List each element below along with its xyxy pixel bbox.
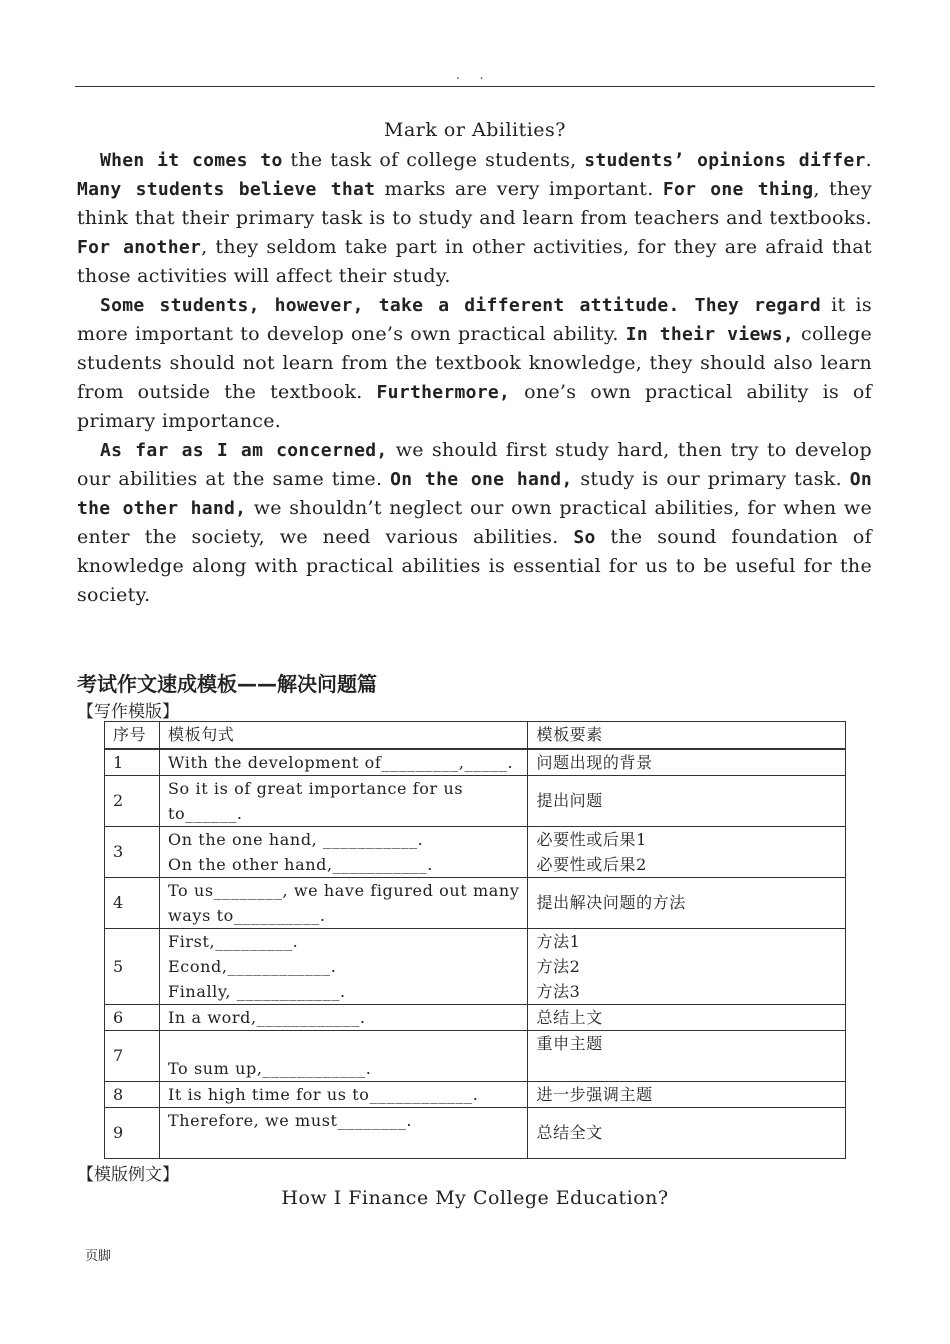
essay-text: college students should not learn from the textbook knowledge, they should also learn from outside the textbook.: [77, 323, 872, 403]
essay-keyword: For one thing: [662, 179, 814, 200]
element-line: 总结全文: [536, 1123, 603, 1142]
essay-keyword: Some students, however, take a different attitude. They regard: [100, 295, 821, 316]
sentence-line: Econd,____________.: [168, 956, 337, 976]
header-dots: . .: [456, 68, 492, 82]
sentence-line: [168, 1133, 519, 1158]
table-row: [105, 775, 846, 826]
table-row: [105, 826, 846, 877]
essay-text: study is our primary task.: [572, 468, 850, 490]
essay-paragraph: [77, 436, 872, 610]
element-line: 必要性或后果2: [536, 854, 647, 874]
table-row: [105, 1030, 846, 1081]
row-number: 6: [105, 1004, 160, 1030]
header-cell-sentence: 模板句式: [160, 722, 528, 749]
table-row: [105, 877, 846, 928]
template-sentence: [160, 928, 528, 1004]
row-number: 7: [105, 1030, 160, 1081]
element-line: 提出问题: [536, 791, 603, 810]
row-number: 9: [105, 1107, 160, 1158]
essay-keyword: On the one hand,: [390, 469, 573, 490]
template-sentence: [160, 1107, 528, 1158]
element-line: 方法3: [536, 981, 581, 1001]
template-element: [528, 749, 846, 776]
sentence-line: Therefore, we must________.: [168, 1110, 413, 1130]
sentence-line: On the one hand, ___________.: [168, 829, 424, 849]
template-sentence: [160, 775, 528, 826]
template-element: [528, 877, 846, 928]
table-row: [105, 1081, 846, 1107]
header-rule: [75, 86, 875, 87]
essay-title: Mark or Abilities?: [384, 119, 566, 141]
element-line: 提出解决问题的方法: [536, 893, 686, 912]
sentence-line: [168, 1031, 519, 1056]
template-element: [528, 826, 846, 877]
template-sentence: [160, 749, 528, 776]
sentence-line: Finally, ____________.: [168, 981, 346, 1001]
element-line: 重申主题: [536, 1033, 603, 1053]
essay-keyword: On the other hand,: [77, 469, 872, 519]
essay-keyword: As far as I am concerned,: [100, 440, 388, 461]
element-line: 方法1: [536, 931, 581, 951]
element-line: 方法2: [536, 956, 581, 976]
template-element: [528, 775, 846, 826]
sentence-line: ways to__________.: [168, 905, 326, 925]
header-cell-element: 模板要素: [528, 722, 846, 749]
element-line: [536, 1056, 837, 1081]
sentence-line: to______.: [168, 803, 243, 823]
template-element: [528, 1081, 846, 1107]
row-number: 5: [105, 928, 160, 1004]
essay-text: we shouldn’t neglect our own practical abilities, for when we enter the society, we need various abilities.: [77, 497, 873, 548]
template-sentence: [160, 1081, 528, 1107]
essay-text: we should first study hard, then try to develop our abilities at the same time.: [77, 439, 872, 490]
sentence-line: It is high time for us to____________.: [168, 1084, 479, 1104]
template-sentence: [160, 826, 528, 877]
template-sentence: [160, 1004, 528, 1030]
essay-keyword: Many students believe that: [77, 179, 376, 200]
element-line: 总结上文: [536, 1007, 603, 1027]
template-sentence: [160, 877, 528, 928]
essay-keyword: students’ opinions differ: [584, 150, 866, 171]
template-element: [528, 1107, 846, 1158]
sentence-line: So it is of great importance for us: [168, 778, 464, 798]
essay-text: one’s own practical ability is of primary importance.: [77, 381, 872, 432]
row-number: 2: [105, 775, 160, 826]
table-row: [105, 749, 846, 776]
table-header-row: [105, 722, 846, 749]
sentence-line: With the development of_________,_____.: [168, 752, 514, 772]
essay-keyword: Furthermore,: [376, 382, 511, 403]
table-row: [105, 1107, 846, 1158]
sentence-line: First,_________.: [168, 931, 299, 951]
essay-keyword: So: [573, 527, 596, 548]
row-number: 8: [105, 1081, 160, 1107]
sentence-line: On the other hand,___________.: [168, 854, 433, 874]
sentence-line: In a word,____________.: [168, 1007, 366, 1027]
sentence-line: To sum up,____________.: [168, 1058, 372, 1078]
template-sentence: [160, 1030, 528, 1081]
essay-keyword: When it comes to: [100, 150, 283, 171]
section-heading: 考试作文速成模板——解决问题篇: [77, 672, 377, 696]
example-title: How I Finance My College Education?: [281, 1187, 669, 1209]
template-label: 【写作模版】: [77, 702, 179, 722]
row-number: 1: [105, 749, 160, 776]
template-table: [104, 721, 846, 1159]
table-row: [105, 928, 846, 1004]
row-number: 3: [105, 826, 160, 877]
element-line: 问题出现的背景: [536, 752, 653, 772]
template-element: [528, 928, 846, 1004]
element-line: 必要性或后果1: [536, 829, 647, 849]
row-number: 4: [105, 877, 160, 928]
page-footer: 页脚: [85, 1249, 112, 1264]
essay-body: [77, 146, 872, 610]
essay-paragraph: [77, 291, 872, 436]
essay-text: .: [865, 149, 872, 171]
header-cell-number: 序号: [105, 722, 160, 749]
element-line: 进一步强调主题: [536, 1084, 653, 1104]
essay-keyword: In their views,: [625, 324, 795, 345]
example-label: 【模版例文】: [77, 1165, 179, 1185]
table-row: [105, 1004, 846, 1030]
sentence-line: To us________, we have figured out many: [168, 880, 520, 900]
essay-text: the sound foundation of knowledge along with practical abilities is essential for us to be useful for the society.: [77, 526, 872, 606]
essay-text: , they think that their primary task is to study and learn from teachers and textbooks.: [77, 178, 873, 229]
template-element: [528, 1004, 846, 1030]
essay-keyword: For another: [77, 237, 202, 258]
essay-text: it is more important to develop one’s own practical ability.: [77, 294, 872, 345]
essay-paragraph: [77, 146, 872, 291]
essay-text: marks are very important.: [375, 178, 663, 200]
essay-text: , they seldom take part in other activities, for they are afraid that those activities will affect their study.: [77, 236, 872, 287]
template-element: [528, 1030, 846, 1081]
essay-text: the task of college students,: [282, 149, 585, 171]
